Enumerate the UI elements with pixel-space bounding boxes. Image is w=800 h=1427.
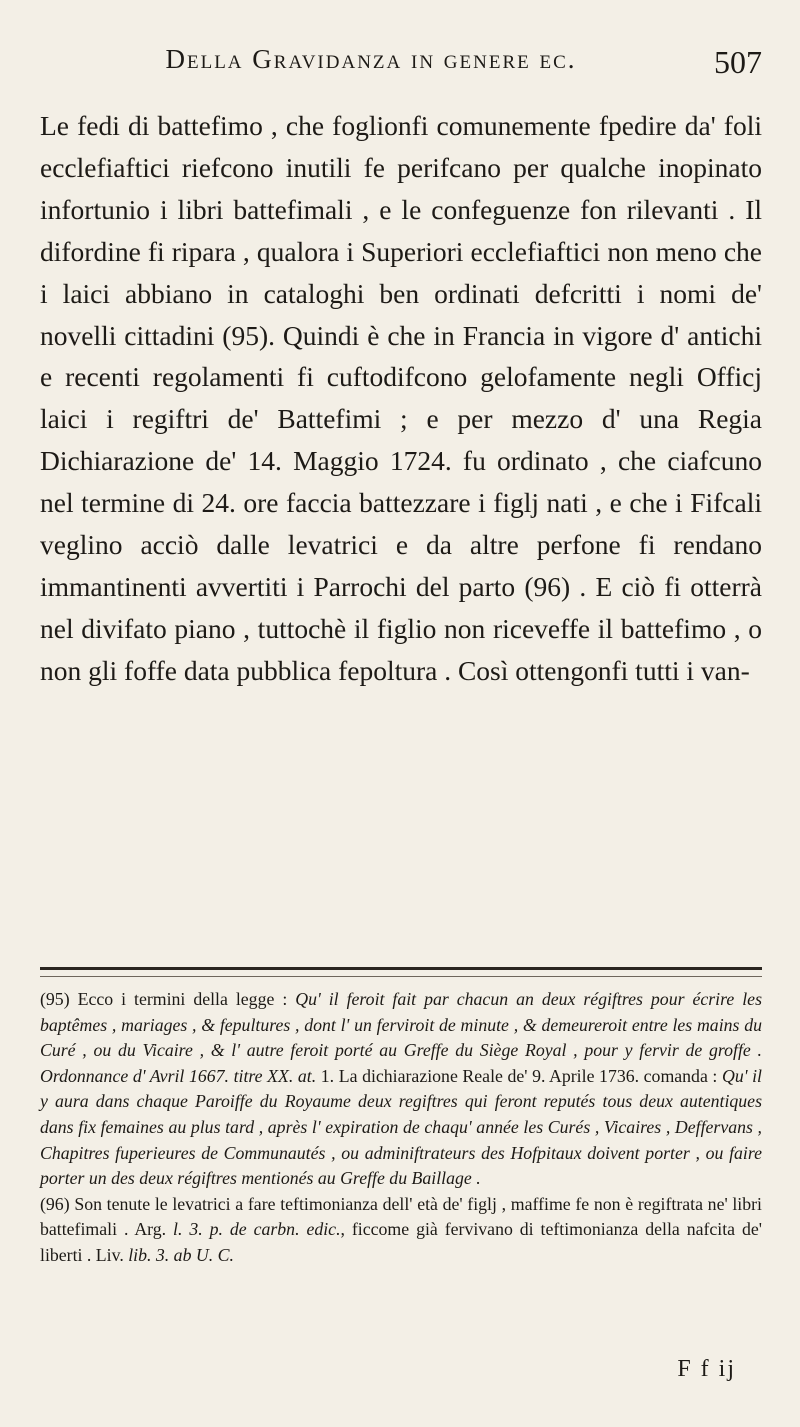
footnote-divider [40, 967, 762, 977]
footnote-95-french-quote: Qu' il feroit fait par chacun an deux régiftres pour écrire les baptêmes , mariages , & fepultures , dont l' un ferviroit de minute , & demeureroit entre les mains du Curé , ou du Vicaire , & l' autre feroit porté au Greffe du Siège Royal , pour y fervir de groffe . Ordonnance d' Avril 1667. titre XX. at. [40, 989, 762, 1086]
running-title: Della Gravidanza in genere ec. [165, 44, 577, 74]
footnote-95 [40, 987, 762, 1192]
footnote-95-french-declaration: Qu' il y aura dans chaque Paroiffe du Royaume deux regiftres qui feront reputés tous deux autentiques dans fix femaines au plus tard , après l' expiration de chaqu' année les Curés , Vicaires , Deffervans , Chapitres fuperieures de Communautés , ou adminiftrateurs des Hofpitaux doivent porter , ou faire porter un des deux régiftres mentionés au Greffe du Baillage . [40, 1065, 762, 1189]
footnotes [40, 987, 762, 1269]
page-number: 507 [714, 44, 762, 80]
signature-mark: F f ij [677, 1356, 736, 1382]
running-head [40, 38, 762, 88]
footnote-95-intro: (95) Ecco i termini della legge : [40, 989, 296, 1009]
footnote-96 [40, 1192, 762, 1269]
footnote-95-middle: 1. La dichiarazione Reale de' 9. Aprile 1736. comanda : [316, 1065, 722, 1086]
footnote-96-source: lib. 3. ab U. C. [128, 1244, 234, 1265]
footnote-96-continuation: , ficcome già fervivano di teftimonianza della nafcita de' liberti . Liv. [40, 1219, 762, 1265]
footnote-96-text: (96) Son tenute le levatrici a fare teftimonianza dell' età de' figlj , maffime fe non è regiftrata ne' libri battefimali . Arg. [40, 1193, 762, 1240]
footnote-96-citation: l. 3. p. de carbn. edic. [173, 1219, 341, 1240]
body-paragraph: Le fedi di battefimo , che foglionfi comunemente fpedire da' foli ecclefiaftici riefcono inutili fe perifcano per qualche inopinato infortunio i libri battefimali , e le confeguenze fon rilevanti . Il difordine fi ripara , qualora i Superiori ecclefiaftici non meno che i laici abbiano in cataloghi ben ordinati defcritti i nomi de' novelli cittadini (95). Quindi è che in Francia in vigore d' antichi e recenti regolamenti fi cuftodifcono gelofamente negli Officj laici i regiftri de' Battefimi ; e per mezzo d' una Regia Dichiarazione de' 14. Maggio 1724. fu ordinato , che ciafcuno nel termine di 24. ore faccia battezzare i figlj nati , e che i Fifcali veglino acciò dalle levatrici e da altre perfone fi rendano immantinenti avvertiti i Parrochi del parto (96) . E ciò fi otterrà nel divifato piano , tuttochè il figlio non riceveffe il battefimo , o non gli foffe data pubblica fepoltura . Così ottengonfi tutti i van- [40, 110, 762, 686]
main-text [40, 105, 762, 692]
